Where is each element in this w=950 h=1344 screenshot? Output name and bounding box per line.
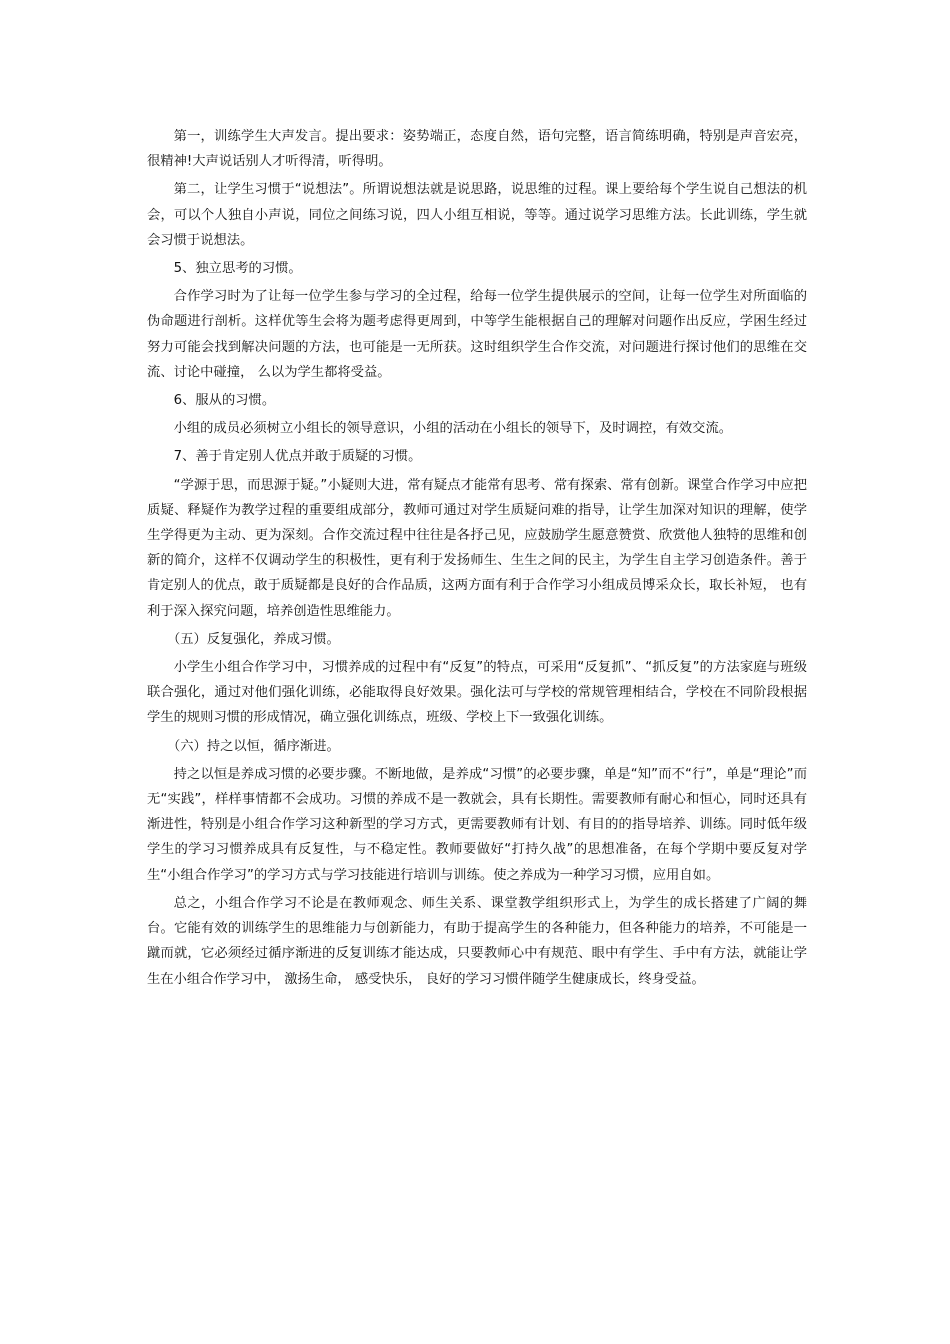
heading-affirm-and-question: 7、善于肯定别人优点并敢于质疑的习惯。	[173, 449, 422, 465]
heading-perseverance: （六）持之以恒，循序渐进。	[166, 738, 340, 754]
heading-independent-thinking: 5、独立思考的习惯。	[173, 261, 302, 277]
heading-reinforcement: （五）反复强化，养成习惯。	[166, 631, 340, 647]
paragraph-reinforcement: 小学生小组合作学习中，习惯养成的过程中有“反复”的特点，可采用“反复抓”、“抓反复”的方法家庭与班级联合强化，通过对他们强化训练，必能取得良好效果。强化法可与学校的常规管理相结合，学校在不同阶段根据学生的规则习惯的形成情况，确立强化训练点，班级、学校上下一致强化训练。	[147, 660, 807, 726]
paragraph-conclusion: 总之，小组合作学习不论是在教师观念、师生关系、课堂教学组织形式上，为学生的成长搭建了广阔的舞台。它能有效的训练学生的思维能力与创新能力，有助于提高学生的各种能力，但各种能力的培养，不可能是一蹴而就，它必须经过循序渐进的反复训练才能达成，只要教师心中有规范、眼中有学生、手中有方法，就能让学生在小组合作学习中， 激扬生命， 感受快乐， 良好的学习习惯伴随学生健康成长，终身受益。	[147, 895, 807, 987]
paragraph-independent-thinking: 合作学习时为了让每一位学生参与学习的全过程，给每一位学生提供展示的空间，让每一位学生对所面临的伪命题进行剖析。这样优等生会将为题考虑得更周到，中等学生能根据自己的理解对问题作出反应，学困生经过努力可能会找到解决问题的方法，也可能是一无所获。这时组织学生合作交流，对问题进行探讨他们的思维在交流、讨论中碰撞， 么以为学生都将受益。	[147, 289, 807, 380]
heading-obedience: 6、服从的习惯。	[173, 393, 276, 409]
paragraph-obedience: 小组的成员必须树立小组长的领导意识，小组的活动在小组长的领导下，及时调控，有效交流。	[173, 421, 733, 437]
document-page	[147, 124, 807, 995]
paragraph-affirm-and-question: “学源于思，而思源于疑。”小疑则大进，常有疑点才能常有思考、常有探索、常有创新。课堂合作学习中应把质疑、释疑作为教学过程的重要组成部分，教师可通过对学生质疑问难的指导，让学生加深对知识的理解，使学生学得更为主动、更为深刻。合作交流过程中往往是各抒己见，应鼓励学生愿意赞赏、欣赏他人独特的思维和创新的简介，这样不仅调动学生的积极性，更有利于发扬师生、生生之间的民主，为学生自主学习创造条件。善于肯定别人的优点，敢于质疑都是良好的合作品质，这两方面有利于合作学习小组成员博采众长，取长补短， 也有利于深入探究问题，培养创造性思维能力。	[147, 477, 807, 619]
paragraph-speak-ideas: 第二，让学生习惯于“说想法”。所谓说想法就是说思路，说思维的过程。课上要给每个学生说自己想法的机会，可以个人独自小声说，同位之间练习说，四人小组互相说，等等。通过说学习思维方法。长此训练，学生就会习惯于说想法。	[147, 182, 807, 248]
paragraph-perseverance: 持之以恒是养成习惯的必要步骤。不断地做，是养成“习惯”的必要步骤，单是“知”而不“行”，单是“理论”而无“实践”，样样事情都不会成功。习惯的养成不是一教就会，具有长期性。需要教师有耐心和恒心，同时还具有渐进性，特别是小组合作学习这种新型的学习方式，更需要教师有计划、有目的的指导培养、训练。同时低年级学生的学习习惯养成具有反复性，与不稳定性。教师要做好“打持久战”的思想准备，在每个学期中要反复对学生“小组合作学习”的学习方式与学习技能进行培训与训练。使之养成为一种学习习惯，应用自如。	[147, 766, 807, 883]
paragraph-speak-loudly: 第一，训练学生大声发言。提出要求：姿势端正，态度自然，语句完整，语言简练明确，特别是声音宏亮，很精神!大声说话别人才听得清，听得明。	[147, 129, 807, 170]
